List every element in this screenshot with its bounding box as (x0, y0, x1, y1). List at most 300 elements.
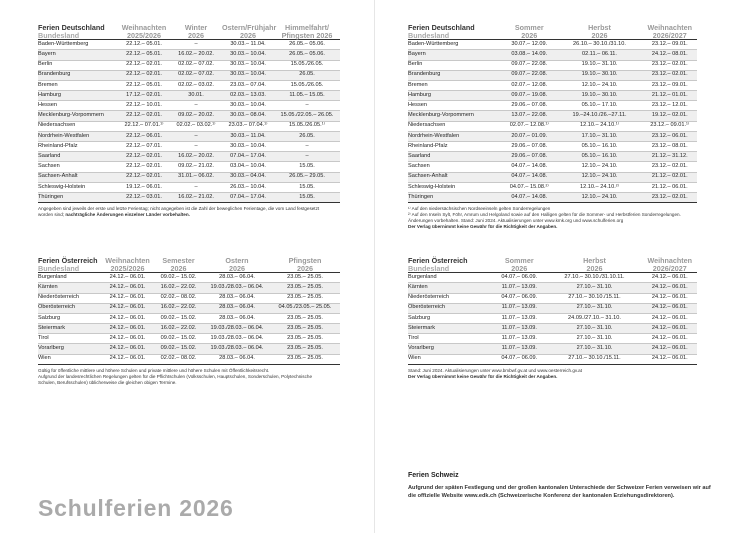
state-name-cell: Steiermark (38, 324, 102, 334)
state-name-cell: Steiermark (408, 324, 492, 334)
state-name-cell: Burgenland (38, 273, 67, 280)
date-cell: 23.12.– 02.01. (643, 192, 698, 202)
date-cell: 22.12.– 02.01. (126, 61, 162, 68)
date-cell: 15.05. (299, 163, 315, 170)
table-at-autumn (408, 257, 697, 380)
date-cell: 09.02.– 15.02. (160, 314, 197, 321)
date-cell: 29.06.– 07.08. (511, 142, 548, 149)
date-cell: 28.03.– 06.04. (219, 273, 255, 280)
state-name-cell: Rheinland-Pfalz (38, 142, 78, 149)
table-row (38, 344, 340, 354)
table-de-autumn (408, 24, 697, 230)
date-cell: – (305, 102, 309, 109)
header-weihnachten: Weihnachten 2025/2026 (121, 23, 167, 40)
date-cell: 12.10.– 24.10. (557, 172, 643, 182)
date-cell: 24.12.– 06.01. (102, 303, 153, 313)
date-cell: 15.05. (274, 192, 340, 202)
holiday-table (38, 24, 340, 203)
table-row (408, 324, 697, 334)
header-winter: Winter 2026 (184, 23, 208, 40)
date-cell: 19.–24.10./26.–27.11. (557, 111, 643, 121)
table-row (408, 273, 697, 283)
footnotes (408, 368, 697, 380)
table-row (38, 324, 340, 334)
state-name-cell: Niedersachsen (38, 122, 76, 129)
date-cell: 24.12.– 06.01. (651, 314, 688, 321)
date-cell: 21.12.– 02.01. (643, 172, 698, 182)
state-name-cell: Brandenburg (38, 70, 118, 80)
footnotes (408, 206, 697, 230)
state-name-cell: Kärnten (408, 283, 492, 293)
table-row (38, 142, 340, 152)
date-cell: 24.12.– 06.01. (102, 283, 153, 293)
date-cell: 30.03.– 11.04. (230, 40, 266, 47)
date-cell: 23.12.– 02.01. (643, 70, 698, 80)
date-cell: 04.07.– 06.09. (501, 355, 538, 362)
date-cell: 30.03.– 10.04. (222, 50, 274, 60)
table-row (38, 354, 340, 364)
table-header-row (408, 257, 697, 273)
table-row (408, 162, 697, 172)
date-cell: 23.05.– 25.05. (270, 344, 340, 354)
header-bundesland: Ferien Deutschland Bundesland (408, 23, 475, 40)
date-cell: 23.05.– 25.05. (287, 314, 323, 321)
source-note: Stand: Juni 2024. Aktualisierungen unter www.bmbwf.gv.at und www.oesterreich.gv.at (408, 367, 582, 373)
date-cell: 12.10.– 24.10. (557, 192, 643, 202)
table-row (408, 172, 697, 182)
date-cell: 15.05./26.05. (290, 81, 324, 88)
date-cell: 23.03.– 07.04.¹⁾ (228, 122, 268, 129)
date-cell: 12.10.– 24.10.²⁾ (579, 183, 619, 190)
table-row (38, 80, 340, 90)
date-cell: 22.12.– 07.01. (126, 142, 162, 149)
state-name-cell: Thüringen (408, 192, 502, 202)
date-cell: 16.02.– 22.02. (153, 303, 204, 313)
state-name-cell: Niederösterreich (408, 294, 450, 301)
date-cell: 27.10.– 31.10. (547, 303, 643, 313)
table-row (38, 121, 340, 131)
date-cell: 23.12.– 12.01. (651, 102, 688, 109)
date-cell: 13.07.– 22.08. (502, 111, 557, 121)
date-cell: 29.06.– 07.08. (502, 152, 557, 162)
date-cell: 17.12.– 02.01. (118, 91, 170, 101)
footnote-1: ¹⁾ Auf den niedersächsischen Nordseeinseln gelten Sonderregelungen (408, 206, 551, 212)
date-cell: 30.03.– 10.04. (230, 61, 266, 68)
holiday-table (408, 24, 697, 203)
date-cell: 23.05.– 25.05. (287, 355, 323, 362)
date-cell: 22.12.– 06.01. (118, 131, 170, 141)
date-cell: 21.12.– 31.12. (643, 152, 698, 162)
date-cell: 26.05.– 29.05. (274, 172, 340, 182)
schweiz-heading: Ferien Schweiz (408, 472, 459, 479)
footnote-text: Aufgrund der landesrechtlichen Regelungen gelten für die Pflichtschulen (Volksschulen, Hauptschulen, Sonderschulen, Polytechnische (38, 373, 313, 379)
date-cell: 22.12.– 10.01. (126, 102, 162, 109)
date-cell: 30.01. (170, 91, 222, 101)
date-cell: 19.03./28.03.– 06.04. (204, 324, 270, 334)
date-cell: 16.02.– 21.02. (170, 192, 222, 202)
date-cell: 05.10.– 16.10. (557, 152, 643, 162)
date-cell: 26.05. (274, 131, 340, 141)
date-cell: 04.07.– 14.08. (511, 163, 548, 170)
state-name-cell: Wien (38, 355, 51, 362)
date-cell: 22.12.– 02.01. (118, 152, 170, 162)
table-row (408, 283, 697, 293)
date-cell: 02.03.– 13.03. (222, 91, 274, 101)
table-row (38, 273, 340, 283)
date-cell: 19.12.– 06.01. (126, 183, 162, 190)
footnote-2: ²⁾ Auf den Inseln Sylt, Föhr, Amrum und Helgoland sowie auf den Halligen gelten für die Sommer- und Herbstferien Sonderregelungen. (408, 212, 681, 218)
table-row (408, 70, 697, 80)
date-cell: 27.10.– 31.10. (547, 283, 643, 293)
date-cell: 22.12.– 07.01.¹⁾ (124, 122, 164, 129)
date-cell: 23.03.– 07.04. (230, 81, 266, 88)
header-bundesland: Ferien Deutschland Bundesland (38, 23, 105, 40)
state-name-cell: Rheinland-Pfalz (408, 142, 448, 149)
date-cell: 27.10.– 31.10. (576, 335, 613, 342)
date-cell: 24.12.– 06.01. (651, 294, 688, 301)
date-cell: 02.11.– 06.11. (557, 50, 643, 60)
table-row (408, 142, 697, 152)
state-name-cell: Saarland (38, 152, 118, 162)
date-cell: 23.05.– 25.05. (287, 273, 323, 280)
state-name-cell: Bayern (38, 50, 118, 60)
date-cell: 04.07.– 14.08. (502, 192, 557, 202)
date-cell: – (194, 102, 198, 109)
date-cell: 30.03.– 10.04. (230, 142, 266, 149)
date-cell: 24.09./27.10.– 31.10. (568, 314, 621, 321)
state-name-cell: Hessen (38, 102, 57, 109)
table-row (408, 50, 697, 60)
date-cell: 19.03./28.03.– 06.04. (204, 344, 270, 354)
date-cell: 26.05. (274, 70, 340, 80)
state-name-cell: Tirol (38, 335, 49, 342)
date-cell: 22.12.– 02.01. (118, 172, 170, 182)
date-cell: 23.12.– 09.01.¹⁾ (650, 122, 690, 129)
date-cell: 19.03./28.03.– 06.04. (210, 335, 264, 342)
date-cell: 09.07.– 22.08. (502, 70, 557, 80)
date-cell: 19.10.– 31.10. (581, 61, 618, 68)
date-cell: 03.04.– 10.04. (230, 163, 266, 170)
date-cell: 21.12.– 01.01. (643, 91, 698, 101)
date-cell: 24.12.– 06.01. (643, 324, 698, 334)
table-row (38, 60, 340, 70)
table-row (38, 101, 340, 111)
header-weihnachten: Weihnachten 2025/2026 (105, 256, 150, 273)
date-cell: – (170, 131, 222, 141)
table-row (408, 60, 697, 70)
state-name-cell: Wien (408, 355, 421, 362)
date-cell: 04.07.– 15.08.²⁾ (509, 183, 549, 190)
table-row (408, 101, 697, 111)
date-cell: 22.12.– 02.01. (118, 111, 170, 121)
source-note: Änderungen vorbehalten. Stand: Juni 2024. Aktualisierungen unter www.kmk.org und www.schulferien.org (408, 218, 624, 224)
table-row (38, 50, 340, 60)
date-cell: 07.04.– 17.04. (222, 192, 274, 202)
state-name-cell: Kärnten (38, 283, 102, 293)
date-cell: 27.10.– 31.10. (547, 324, 643, 334)
date-cell: 23.12.– 09.01. (651, 40, 688, 47)
date-cell: 17.10.– 31.10. (557, 131, 643, 141)
date-cell: – (274, 152, 340, 162)
date-cell: 30.03.– 08.04. (222, 111, 274, 121)
table-row (408, 131, 697, 141)
table-row (408, 111, 697, 121)
date-cell: 19.12.– 02.01. (643, 111, 698, 121)
date-cell: 28.03.– 06.04. (219, 294, 255, 301)
date-cell: 23.12.– 02.01. (651, 61, 688, 68)
page-gutter (374, 0, 375, 533)
page-title: Schulferien 2026 (38, 495, 234, 521)
date-cell: 12.10.– 24.10. (581, 163, 618, 170)
date-cell: 04.07.– 06.09. (501, 273, 538, 280)
table-row (38, 70, 340, 80)
date-cell: 04.07.– 06.09. (501, 294, 538, 301)
state-name-cell: Brandenburg (408, 70, 502, 80)
date-cell: 09.02.– 15.02. (153, 344, 204, 354)
date-cell: – (194, 40, 198, 47)
date-cell: 24.12.– 06.01. (643, 303, 698, 313)
state-name-cell: Thüringen (38, 192, 118, 202)
date-cell: 24.12.– 06.01. (109, 355, 146, 362)
date-cell: 11.07.– 13.09. (501, 314, 537, 321)
date-cell: 30.07.– 12.09. (511, 40, 548, 47)
header-herbst: Herbst 2026 (588, 23, 611, 40)
date-cell: 24.12.– 06.01. (651, 335, 688, 342)
date-cell: 02.02.– 08.02. (160, 355, 197, 362)
state-name-cell: Sachsen-Anhalt (408, 172, 502, 182)
date-cell: 11.07.– 13.09. (492, 344, 547, 354)
date-cell: 27.10.– 31.10. (547, 344, 643, 354)
date-cell: 04.07.– 14.08. (502, 172, 557, 182)
table-row (408, 293, 697, 303)
state-name-cell: Salzburg (38, 314, 61, 321)
date-cell: 24.12.– 06.01. (651, 355, 688, 362)
date-cell: 23.05.– 25.05. (287, 294, 323, 301)
state-name-cell: Saarland (408, 152, 502, 162)
date-cell: 07.04.– 17.04. (222, 152, 274, 162)
state-name-cell: Niederösterreich (38, 294, 80, 301)
header-herbst: Herbst 2026 (583, 256, 606, 273)
schweiz-text: Aufgrund der späten Festlegung und der großen kantonalen Unterschiede der Schweizer Ferien verweisen wir auf die offizielle Website www.edk.ch (Schweizerische Konferenz der kantonalen Erziehungsdirektoren). (408, 485, 711, 500)
footnote-text: Schulen, Berufsschulen) üblicherweise die gleichen obigen Termine. (38, 379, 177, 385)
date-cell: 22.12.– 05.01. (126, 81, 162, 88)
header-weihnachten: Weihnachten 2026/2027 (647, 23, 693, 40)
table-row (38, 40, 340, 50)
date-cell: 30.03.– 04.04. (222, 172, 274, 182)
date-cell: 22.12.– 02.01. (126, 163, 162, 170)
date-cell: 15.05./26.05.¹⁾ (289, 122, 325, 129)
schweiz-section (408, 472, 718, 501)
date-cell: 11.07.– 13.09. (492, 303, 547, 313)
date-cell: 27.10.– 30.10./15.11. (568, 294, 621, 301)
table-at-spring (38, 257, 340, 386)
date-cell: 09.07.– 22.08. (511, 61, 548, 68)
state-name-cell: Oberösterreich (408, 303, 492, 313)
date-cell: 09.02.– 15.02. (160, 335, 197, 342)
holiday-table (408, 257, 697, 365)
table-row (408, 121, 697, 131)
table-row (38, 182, 340, 192)
date-cell: 02.02.– 07.02. (170, 70, 222, 80)
date-cell: 31.01.– 06.02. (170, 172, 222, 182)
state-name-cell: Hamburg (38, 91, 118, 101)
date-cell: 05.10.– 17.10. (581, 102, 618, 109)
state-name-cell: Schleswig-Holstein (408, 183, 456, 190)
date-cell: 12.10.– 24.10. (581, 81, 618, 88)
date-cell: 23.05.– 25.05. (270, 324, 340, 334)
footnote-text: worden sind; nachträgliche Änderungen einzelner Länder vorbehalten. (38, 212, 190, 218)
table-row (38, 303, 340, 313)
date-cell: 23.05.– 25.05. (270, 283, 340, 293)
date-cell: 20.07.– 01.09. (502, 131, 557, 141)
state-name-cell: Bremen (408, 81, 428, 88)
date-cell: 24.12.– 06.01. (109, 294, 146, 301)
state-name-cell: Sachsen (38, 163, 60, 170)
state-name-cell: Tirol (408, 335, 419, 342)
disclaimer: Der Verlag übernimmt keine Gewähr für die Richtigkeit der Angaben. (408, 224, 558, 230)
date-cell: 15.05./22.05.– 26.05. (274, 111, 340, 121)
table-row (408, 80, 697, 90)
table-row (38, 111, 340, 121)
date-cell: 23.12.– 08.01. (651, 142, 688, 149)
date-cell: 30.03.– 11.04. (222, 131, 274, 141)
table-header-row (38, 257, 340, 273)
date-cell: 22.12.– 02.01. (118, 70, 170, 80)
date-cell: 22.12.– 05.01. (126, 40, 162, 47)
date-cell: 26.03.– 10.04. (230, 183, 266, 190)
date-cell: 26.10.– 30.10./31.10. (573, 40, 626, 47)
date-cell: 19.10.– 30.10. (557, 91, 643, 101)
state-name-cell: Niedersachsen (408, 122, 446, 129)
date-cell: 24.12.– 06.01. (102, 324, 153, 334)
table-row (408, 40, 697, 50)
state-name-cell: Sachsen-Anhalt (38, 172, 118, 182)
date-cell: 09.02.– 15.02. (160, 273, 197, 280)
state-name-cell: Berlin (408, 61, 423, 68)
table-row (408, 152, 697, 162)
date-cell: 30.03.– 10.04. (222, 70, 274, 80)
date-cell: 26.05.– 05.06. (274, 50, 340, 60)
state-name-cell: Bremen (38, 81, 58, 88)
date-cell: 16.02.– 22.02. (153, 324, 204, 334)
table-row (38, 131, 340, 141)
date-cell: 23.12.– 02.01. (651, 163, 688, 170)
date-cell: 11.07.– 13.09. (501, 335, 537, 342)
date-cell: 27.10.– 30.10./31.10.11. (564, 273, 625, 280)
date-cell: 27.10.– 30.10./15.11. (568, 355, 621, 362)
date-cell: – (305, 142, 309, 149)
state-name-cell: Salzburg (408, 314, 431, 321)
date-cell: – (194, 142, 198, 149)
date-cell: 30.03.– 10.04. (230, 102, 266, 109)
date-cell: 29.06.– 07.08. (511, 102, 548, 109)
table-row (408, 334, 697, 344)
table-row (408, 91, 697, 101)
state-name-cell: Vorarlberg (408, 344, 492, 354)
state-name-cell: Baden-Württemberg (38, 40, 89, 47)
table-row (38, 152, 340, 162)
holiday-table (38, 257, 340, 365)
footnote-text: Angegeben sind jeweils der erste und letzte Ferientag; nicht angegeben ist die Zahl der beweglichen Ferientage, die vom Land festgesetzt (38, 206, 320, 212)
date-cell: – (194, 183, 198, 190)
table-row (408, 192, 697, 202)
date-cell: 02.02.– 07.02. (178, 61, 214, 68)
date-cell: 09.02.– 20.02. (170, 111, 222, 121)
state-name-cell: Oberösterreich (38, 303, 102, 313)
state-name-cell: Hessen (408, 102, 427, 109)
table-row (38, 91, 340, 101)
table-row (408, 303, 697, 313)
header-semester: Semester 2026 (162, 256, 195, 273)
table-row (38, 313, 340, 323)
date-cell: 24.12.– 06.01. (651, 273, 688, 280)
footnote-text: Gültig für öffentliche mittlere und höhere Schulen und private mittlere und höhere Schulen mit Öffentlichkeitsrecht. (38, 367, 270, 373)
date-cell: 11.05.– 15.05. (274, 91, 340, 101)
date-cell: 02.02.– 03.02.¹⁾ (176, 122, 216, 129)
date-cell: 02.02.– 03.02. (178, 81, 214, 88)
header-bundesland: Ferien Österreich Bundesland (408, 256, 468, 273)
date-cell: 15.05./26.05. (290, 61, 324, 68)
date-cell: 11.07.– 13.09. (492, 283, 547, 293)
state-name-cell: Mecklenburg-Vorpommern (408, 111, 502, 121)
date-cell: 02.07.– 12.08.¹⁾ (509, 122, 549, 129)
state-name-cell: Schleswig-Holstein (38, 183, 86, 190)
header-ostern: Ostern 2026 (225, 256, 249, 273)
table-de-spring (38, 24, 340, 218)
date-cell: 16.02.– 22.02. (153, 283, 204, 293)
date-cell: 03.08.– 14.09. (502, 50, 557, 60)
state-name-cell: Nordrhein-Westfalen (408, 131, 502, 141)
table-row (408, 354, 697, 364)
date-cell: 24.12.– 06.01. (109, 314, 146, 321)
table-row (38, 162, 340, 172)
date-cell: 23.05.– 25.05. (287, 335, 323, 342)
date-cell: 26.05.– 05.06. (289, 40, 325, 47)
date-cell: 16.02.– 20.02. (170, 152, 222, 162)
date-cell: 24.12.– 06.01. (109, 335, 146, 342)
state-name-cell: Vorarlberg (38, 344, 102, 354)
date-cell: 19.03./28.03.– 06.04. (204, 283, 270, 293)
date-cell: 02.07.– 12.08. (511, 81, 548, 88)
state-name-cell: Baden-Württemberg (408, 40, 459, 47)
date-cell: 09.02.– 21.02. (178, 163, 214, 170)
date-cell: 09.07.– 19.08. (502, 91, 557, 101)
header-ostern: Ostern/Frühjahr 2026 (222, 23, 277, 40)
date-cell: 23.12.– 09.01. (651, 81, 688, 88)
date-cell: 28.03.– 06.04. (219, 314, 255, 321)
table-row (38, 192, 340, 202)
date-cell: 23.12.– 06.01. (643, 131, 698, 141)
state-name-cell: Sachsen (408, 163, 430, 170)
state-name-cell: Mecklenburg-Vorpommern (38, 111, 118, 121)
table-header-row (38, 24, 340, 40)
date-cell: 24.12.– 06.01. (643, 344, 698, 354)
table-row (408, 182, 697, 192)
state-name-cell: Hamburg (408, 91, 502, 101)
date-cell: 11.07.– 13.09. (492, 324, 547, 334)
table-row (408, 344, 697, 354)
disclaimer: Der Verlag übernimmt keine Gewähr für die Richtigkeit der Angaben. (408, 373, 558, 379)
date-cell: 28.03.– 06.04. (204, 303, 270, 313)
date-cell: 02.02.– 08.02. (160, 294, 197, 301)
date-cell: 15.05. (299, 183, 315, 190)
table-row (38, 172, 340, 182)
header-bundesland: Ferien Österreich Bundesland (38, 256, 98, 273)
date-cell: 24.12.– 06.01. (109, 273, 146, 280)
footnotes (38, 368, 340, 386)
state-name-cell: Nordrhein-Westfalen (38, 131, 118, 141)
header-pfingsten: Himmelfahrt/ Pfingsten 2026 (281, 23, 333, 40)
